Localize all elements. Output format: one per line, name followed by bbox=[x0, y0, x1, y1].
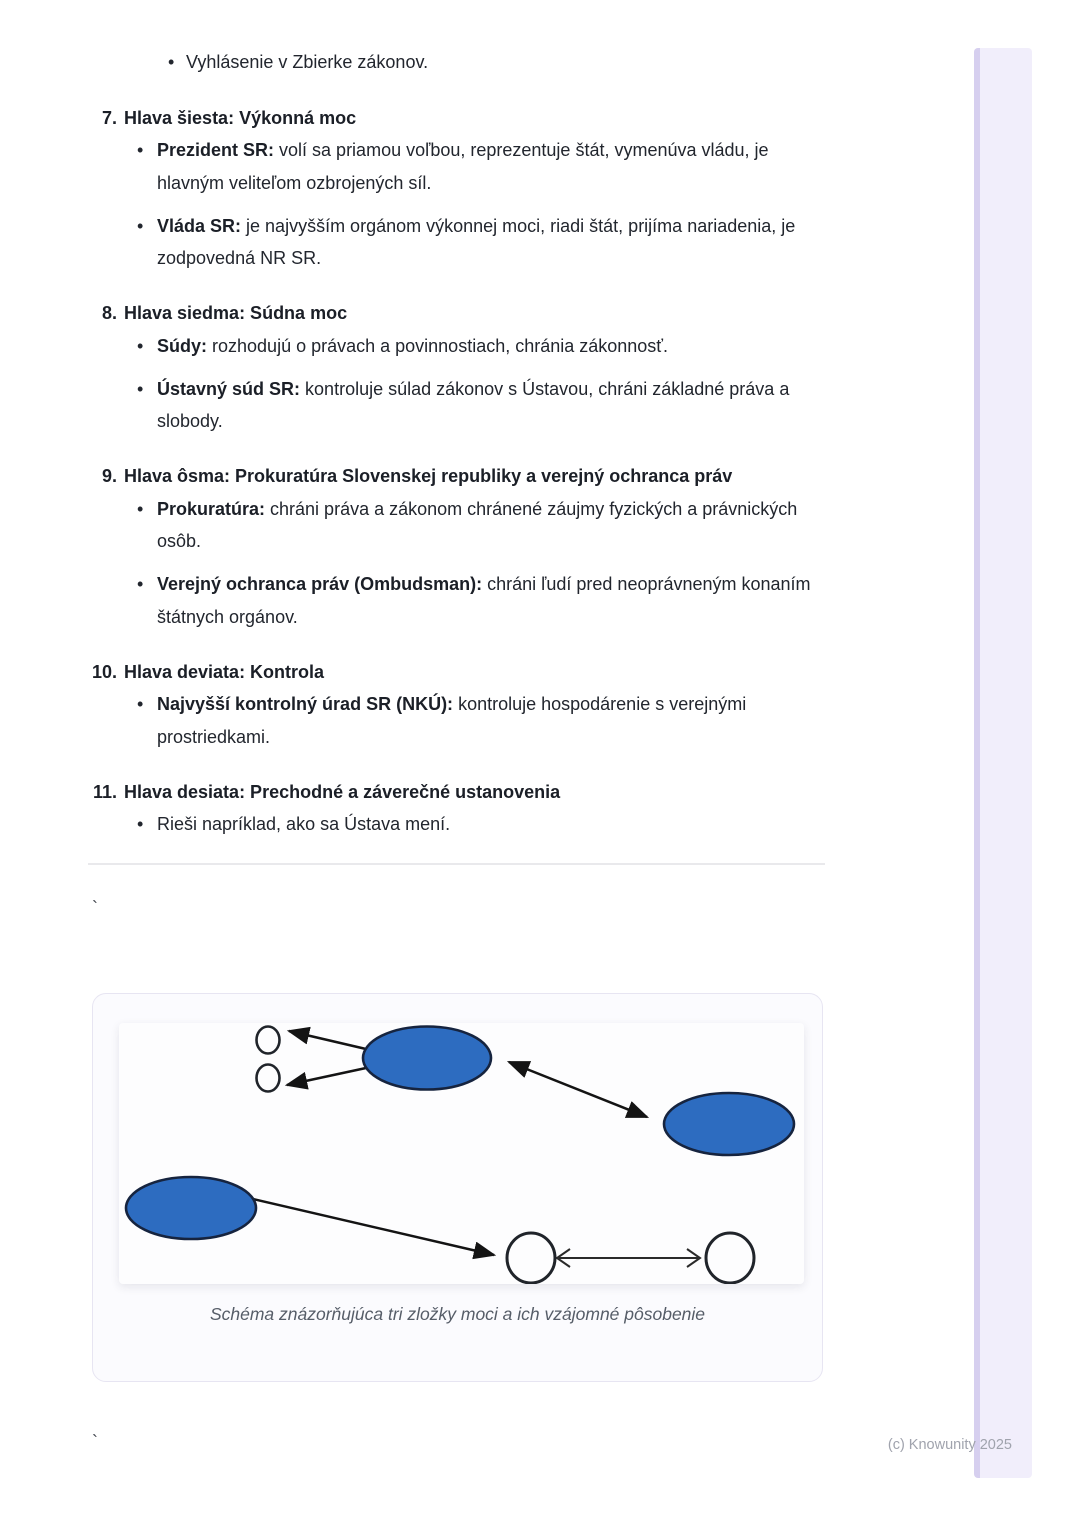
bullet-text: chráni práva a zákonom chránené záujmy fyzických a právnických osôb. bbox=[157, 498, 798, 551]
list-item bbox=[92, 330, 825, 363]
bullet-text: kontroluje súlad zákonov s Ústavou, chráni základné práva a slobody. bbox=[157, 378, 790, 431]
item-title: Hlava deviata: Kontrola bbox=[124, 661, 325, 682]
numbered-item-8 bbox=[92, 297, 825, 438]
numbered-item-10 bbox=[92, 656, 825, 754]
list-item bbox=[92, 210, 825, 275]
blue-ellipse-left bbox=[126, 1177, 256, 1239]
blue-ellipse-right bbox=[664, 1093, 794, 1155]
bullet-icon: • bbox=[137, 814, 144, 834]
bullet-term: Súdy: bbox=[157, 335, 208, 356]
bullet-icon: • bbox=[137, 378, 144, 399]
list-item bbox=[92, 493, 825, 558]
list-item bbox=[92, 373, 825, 438]
arrow-top-ellipse-to-circle1 bbox=[289, 1031, 366, 1049]
list-item bbox=[92, 46, 825, 79]
bullet-icon: • bbox=[137, 694, 144, 714]
numbered-item-9 bbox=[92, 460, 825, 633]
document-body bbox=[92, 0, 825, 925]
list-item bbox=[92, 688, 825, 753]
bullet-term: Vláda SR: bbox=[157, 215, 242, 236]
numbered-item-7 bbox=[92, 102, 825, 275]
bullet-term: Prezident SR: bbox=[157, 140, 275, 160]
bullet-term: Ústavný súd SR: bbox=[157, 378, 301, 399]
figure-image bbox=[119, 1023, 804, 1284]
bullet-icon: • bbox=[137, 215, 144, 236]
bullet-icon: • bbox=[137, 335, 144, 356]
bullet-text: Vyhlásenie v Zbierke zákonov. bbox=[186, 52, 429, 72]
bullet-icon: • bbox=[137, 574, 144, 594]
list-item bbox=[92, 134, 825, 199]
item-number: 11. bbox=[92, 781, 117, 802]
item-number: 7. bbox=[101, 107, 117, 128]
bullet-icon: • bbox=[137, 498, 144, 519]
bullet-text: rozhodujú o právach a povinnostiach, chránia zákonnosť. bbox=[207, 335, 669, 356]
arrow-top-ellipse-to-circle2 bbox=[287, 1068, 366, 1085]
white-circle-right bbox=[706, 1233, 754, 1283]
bullet-icon: • bbox=[137, 140, 144, 160]
small-circle-2 bbox=[257, 1065, 280, 1092]
item-title: Hlava desiata: Prechodné a záverečné ustanovenia bbox=[124, 781, 561, 802]
blue-ellipse-top bbox=[363, 1027, 491, 1090]
bullet-text: kontroluje hospodárenie s verejnými prostriedkami. bbox=[157, 694, 747, 747]
bullet-text: je najvyšším orgánom výkonnej moci, riadi štát, prijíma nariadenia, je zodpovedná NR SR. bbox=[157, 215, 796, 268]
arrow-left-ellipse-to-circle bbox=[253, 1199, 494, 1255]
stray-backtick-top: ` bbox=[92, 898, 98, 918]
bullet-text: Rieši napríklad, ako sa Ústava mení. bbox=[157, 814, 451, 834]
page-scrollbar-track[interactable] bbox=[974, 48, 1032, 1478]
item-title: Hlava šiesta: Výkonná moc bbox=[124, 107, 357, 128]
section-divider bbox=[88, 863, 825, 865]
stray-backtick-bottom: ` bbox=[92, 1432, 98, 1452]
bullet-term: Verejný ochranca práv (Ombudsman): bbox=[157, 574, 483, 594]
figure-card bbox=[92, 993, 823, 1382]
copyright-text: (c) Knowunity 2025 bbox=[887, 1437, 1012, 1453]
small-circle-1 bbox=[257, 1027, 280, 1054]
item-number: 8. bbox=[101, 303, 117, 323]
bullet-term: Prokuratúra: bbox=[157, 498, 266, 519]
item-number: 9. bbox=[101, 466, 117, 486]
list-item bbox=[92, 568, 825, 633]
power-branches-diagram bbox=[119, 1023, 804, 1284]
white-circle-middle bbox=[507, 1233, 555, 1283]
figure-caption: Schéma znázorňujúca tri zložky moci a ich vzájomné pôsobenie bbox=[209, 1304, 706, 1324]
numbered-item-11 bbox=[92, 776, 825, 841]
bullet-text: volí sa priamou voľbou, reprezentuje štát, vymenúva vládu, je hlavným veliteľom ozbrojených síl. bbox=[157, 140, 769, 193]
list-item bbox=[92, 808, 825, 841]
bullet-text: chráni ľudí pred neoprávneným konaním štátnych orgánov. bbox=[157, 574, 811, 627]
item-title: Hlava siedma: Súdna moc bbox=[124, 303, 348, 323]
double-arrow-top-right-ellipses bbox=[509, 1062, 647, 1117]
bullet-term: Najvyšší kontrolný úrad SR (NKÚ): bbox=[157, 694, 454, 714]
item-title: Hlava ôsma: Prokuratúra Slovenskej republiky a verejný ochranca práv bbox=[124, 466, 733, 486]
bullet-icon: • bbox=[168, 52, 175, 72]
item-number: 10. bbox=[92, 661, 118, 682]
